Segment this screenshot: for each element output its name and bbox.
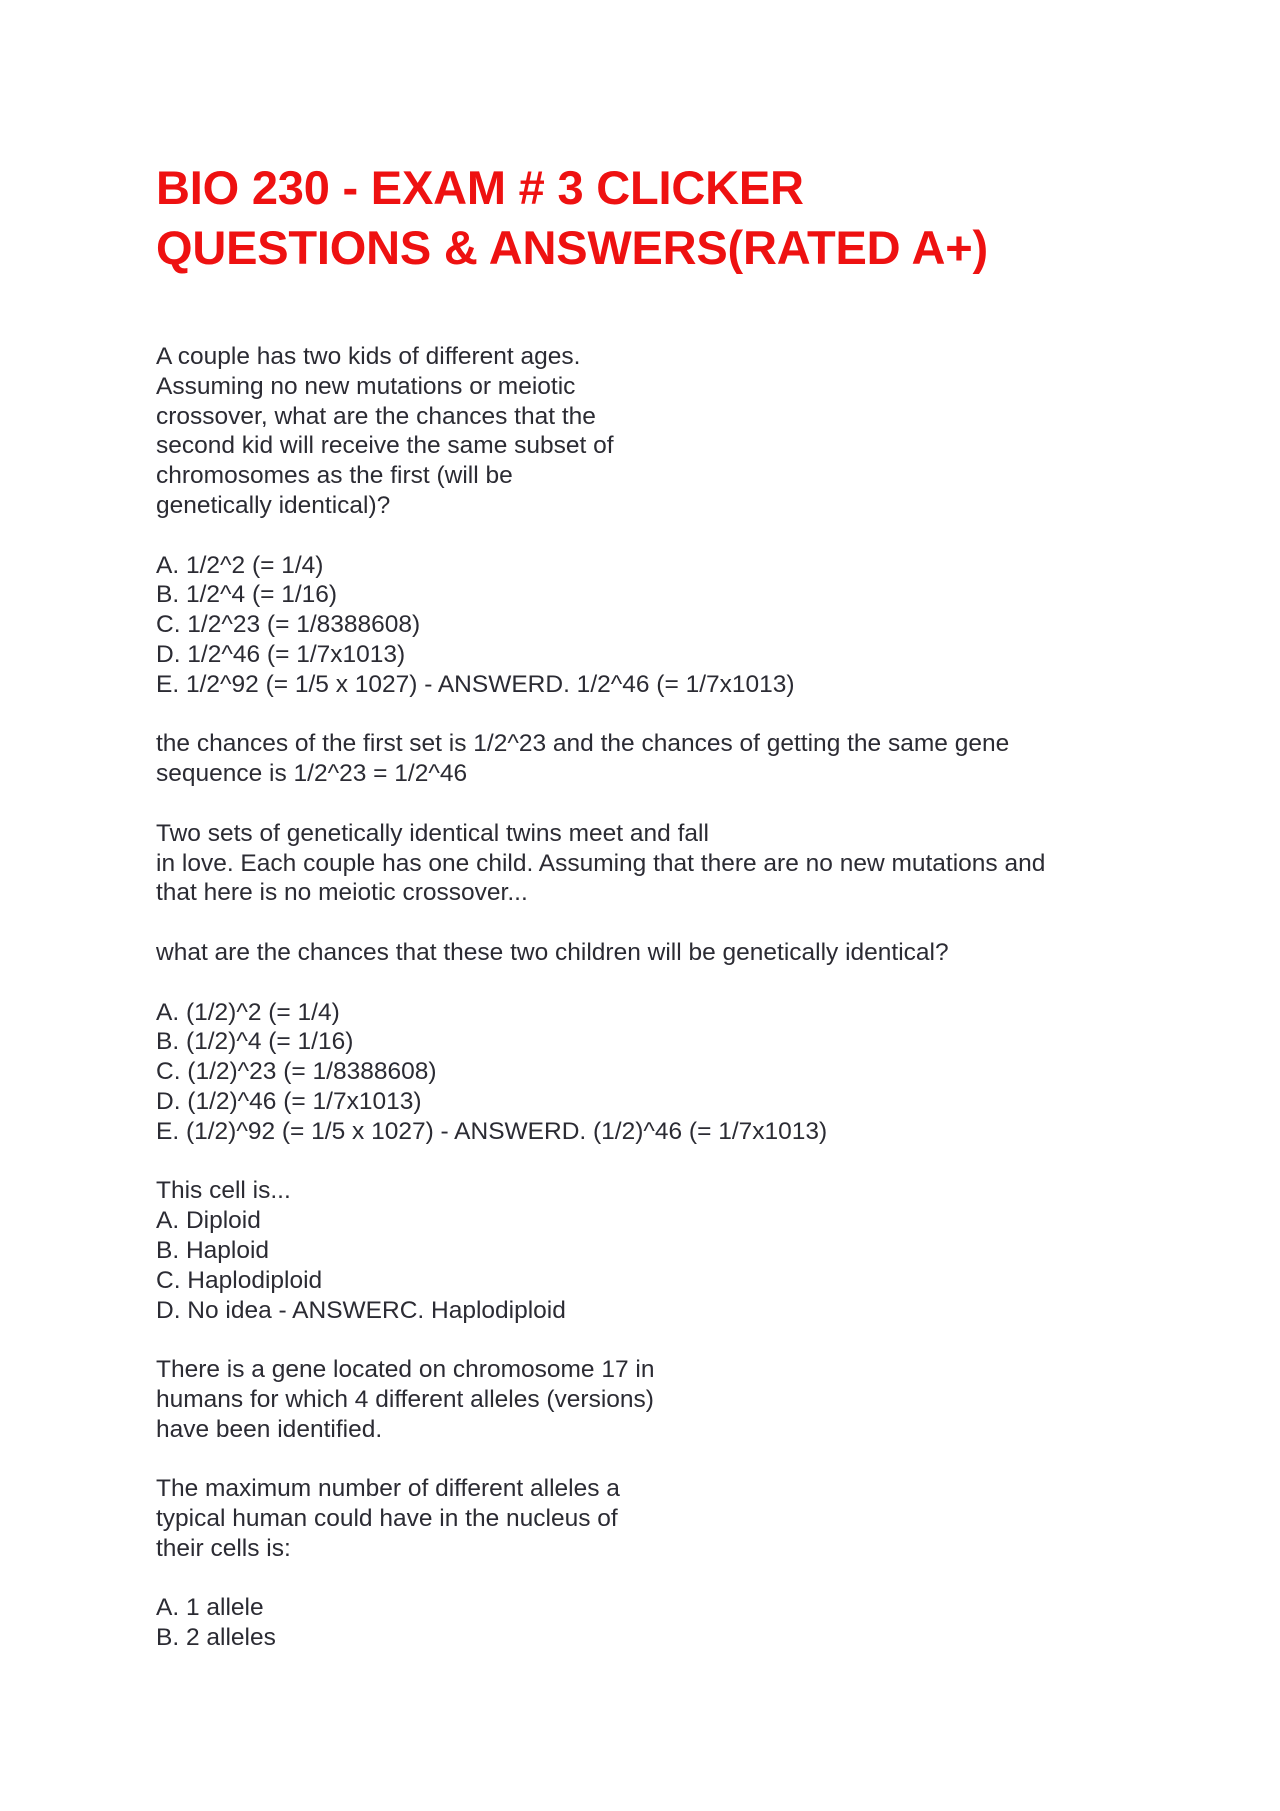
question-4-options — [156, 1593, 1116, 1653]
question-2-prompt — [156, 938, 1116, 968]
option-line: C. (1/2)^23 (= 1/8388608) — [156, 1058, 437, 1086]
text-line: sequence is 1/2^23 = 1/2^46 — [156, 760, 468, 788]
option-line: A. Diploid — [156, 1207, 261, 1235]
question-1-explanation — [156, 729, 1116, 789]
question-1-text — [156, 342, 1116, 521]
question-4-prompt — [156, 1474, 1116, 1563]
document-title — [156, 158, 1116, 278]
option-line: A. 1 allele — [156, 1594, 264, 1622]
option-line-answer: D. No idea - ANSWERC. Haplodiploid — [156, 1296, 566, 1324]
document-body — [156, 342, 1116, 1653]
text-line: humans for which 4 different alleles (versions) — [156, 1385, 654, 1413]
text-line: This cell is... — [156, 1177, 291, 1205]
text-line: have been identified. — [156, 1415, 383, 1443]
text-line: what are the chances that these two children will be genetically identical? — [156, 938, 949, 966]
option-line: B. 2 alleles — [156, 1624, 276, 1652]
text-line: genetically identical)? — [156, 491, 391, 519]
text-line: chromosomes as the first (will be — [156, 462, 513, 490]
title-line-2: QUESTIONS & ANSWERS(RATED A+) — [156, 221, 988, 274]
option-line-answer: E. (1/2)^92 (= 1/5 x 1027) - ANSWERD. (1/2)^46 (= 1/7x1013) — [156, 1117, 828, 1145]
text-line: Two sets of genetically identical twins meet and fall — [156, 819, 709, 847]
text-line: typical human could have in the nucleus of — [156, 1505, 618, 1533]
text-line: their cells is: — [156, 1534, 291, 1562]
option-line: B. 1/2^4 (= 1/16) — [156, 581, 338, 609]
text-line: Assuming no new mutations or meiotic — [156, 372, 576, 400]
text-line: A couple has two kids of different ages. — [156, 343, 581, 370]
option-line: D. 1/2^46 (= 1/7x1013) — [156, 640, 406, 668]
question-1-options — [156, 551, 1116, 700]
option-line: C. 1/2^23 (= 1/8388608) — [156, 611, 421, 639]
option-line: C. Haplodiploid — [156, 1266, 323, 1294]
text-line: the chances of the first set is 1/2^23 and the chances of getting the same gene — [156, 730, 1010, 758]
title-line-1: BIO 230 - EXAM # 3 CLICKER — [156, 161, 804, 214]
text-line: The maximum number of different alleles a — [156, 1475, 620, 1503]
option-line: A. (1/2)^2 (= 1/4) — [156, 998, 340, 1026]
option-line: B. (1/2)^4 (= 1/16) — [156, 1028, 354, 1056]
option-line: D. (1/2)^46 (= 1/7x1013) — [156, 1087, 422, 1115]
text-line: in love. Each couple has one child. Assuming that there are no new mutations and — [156, 849, 1046, 877]
option-line: A. 1/2^2 (= 1/4) — [156, 551, 324, 579]
text-line: that here is no meiotic crossover... — [156, 879, 528, 907]
document-page — [156, 158, 1116, 1683]
question-2-text — [156, 819, 1116, 908]
question-3 — [156, 1176, 1116, 1325]
text-line: second kid will receive the same subset of — [156, 432, 614, 460]
question-2-options — [156, 998, 1116, 1147]
text-line: There is a gene located on chromosome 17 in — [156, 1356, 655, 1384]
text-line: crossover, what are the chances that the — [156, 402, 596, 430]
option-line-answer: E. 1/2^92 (= 1/5 x 1027) - ANSWERD. 1/2^46 (= 1/7x1013) — [156, 670, 795, 698]
question-4-text — [156, 1355, 1116, 1444]
option-line: B. Haploid — [156, 1236, 270, 1264]
